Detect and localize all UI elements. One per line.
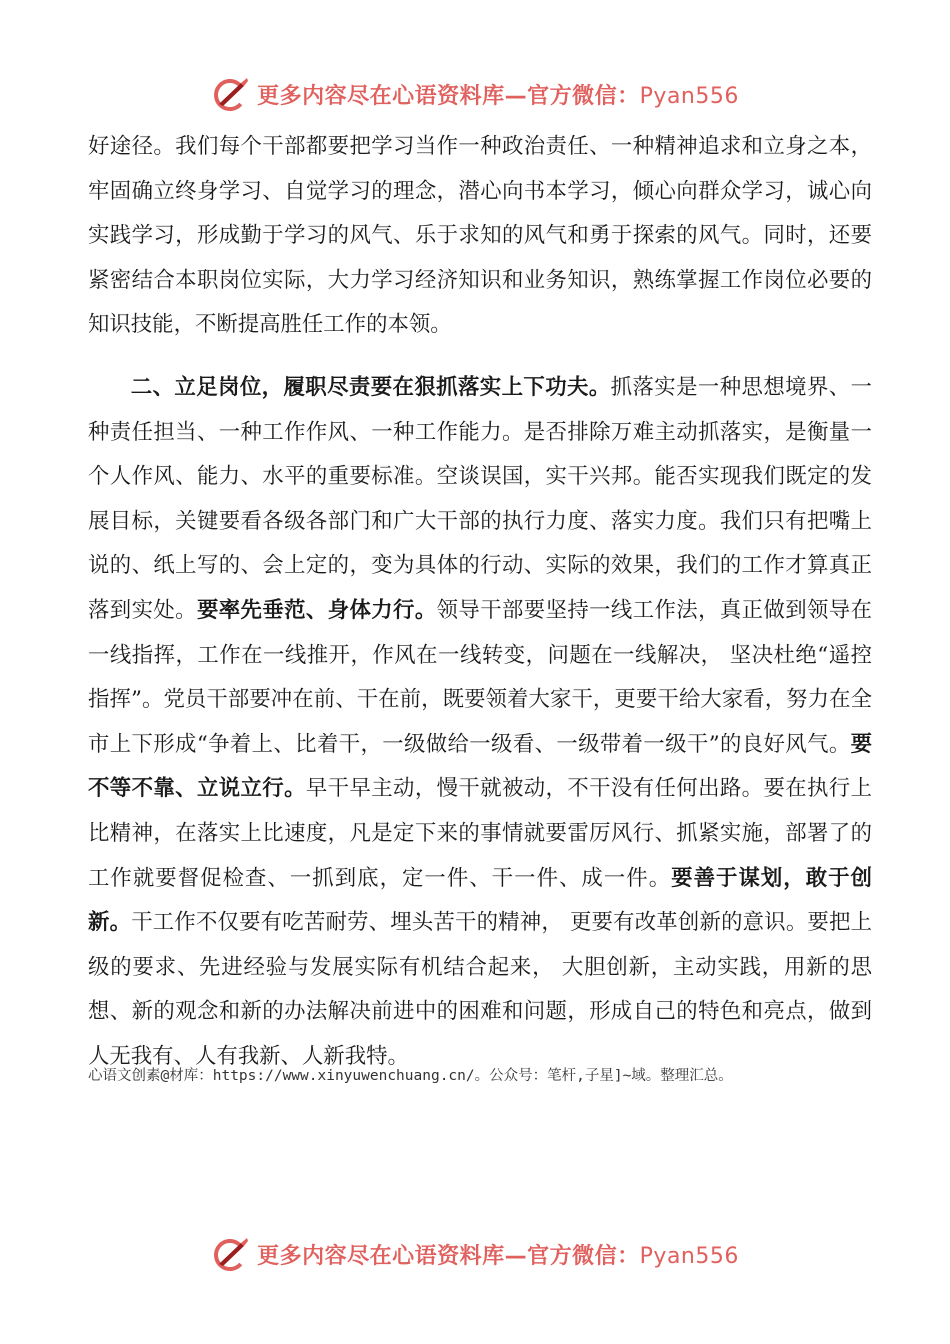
footer-banner <box>0 1232 950 1276</box>
brush-circle-logo-icon <box>211 1234 251 1274</box>
paragraph-1: 好途径。我们每个干部都要把学习当作一种政治责任、一种精神追求和立身之本，牢固确立终身学习、自觉学习的理念，潜心向书本学习，倾心向群众学习，诚心向实践学习，形成勤于学习的风气、乐于求知的风气和勇于探索的风气。同时，还要紧密结合本职岗位实际，大力学习经济知识和业务知识，熟练掌握工作岗位必要的知识技能，不断提高胜任工作的本领。 <box>88 134 872 338</box>
document-body <box>88 125 872 1079</box>
footer-banner-text: 更多内容尽在心语资料库—官方微信：Pyan556 <box>257 1243 739 1269</box>
source-note: 心语文创素@材库：https://www.xinyuwenchuang.cn/。公众号：笔杆,子星]~域。整理汇总。 <box>88 1068 733 1084</box>
bold-point-3: 要善于谋划，敢于创新。 <box>88 865 872 936</box>
paragraph-2-text-1: 抓落实是一种思想境界、一种责任担当、一种工作作风、一种工作能力。是否排除万难主动抓落实，是衡量一个人作风、能力、水平的重要标准。空谈误国，实干兴邦。能否实现我们既定的发展目标，关键要看各级各部门和广大干部的执行力度、落实力度。我们只有把嘴上说的、纸上写的、会上定的，变为具体的行动、实际的效果，我们的工作才算真正落到实处。 <box>88 374 872 623</box>
paragraph-2-text-2: 领导干部要坚持一线工作法，真正做到领导在一线指挥，工作在一线推开，作风在一线转变，问题在一线解决， 坚决杜绝“遥控指挥”。党员干部要冲在前、干在前，既要领着大家干，更要干给大家看，努力在全市上下形成“争着上、比着干，一级做给一级看、一级带着一级干”的良好风气。 <box>88 597 872 757</box>
paragraph-2 <box>88 366 872 1080</box>
section-heading: 二、立足岗位，履职尽责要在狠抓落实上下功夫。 <box>130 374 611 400</box>
paragraph-2-text-4: 干工作不仅要有吃苦耐劳、埋头苦干的精神， 更要有改革创新的意识。要把上级的要求、先进经验与发展实际有机结合起来， 大胆创新，主动实践，用新的思想、新的观念和新的办法解决前进中的困难和问题，形成自己的特色和亮点，做到人无我有、人有我新、人新我特。 <box>88 910 872 1069</box>
brush-circle-logo-icon <box>211 74 251 114</box>
bold-point-2: 要不等不靠、立说立行。 <box>88 731 872 802</box>
header-banner-text: 更多内容尽在心语资料库—官方微信：Pyan556 <box>257 83 739 109</box>
bold-point-1: 要率先垂范、身体力行。 <box>196 597 437 623</box>
header-banner <box>0 72 950 116</box>
paragraph-2-text-3: 早干早主动，慢干就被动，不干没有任何出路。要在执行上比精神，在落实上比速度，凡是定下来的事情就要雷厉风行、抓紧实施，部署了的工作就要督促检查、一抓到底，定一件、干一件、成一件。 <box>88 776 872 891</box>
